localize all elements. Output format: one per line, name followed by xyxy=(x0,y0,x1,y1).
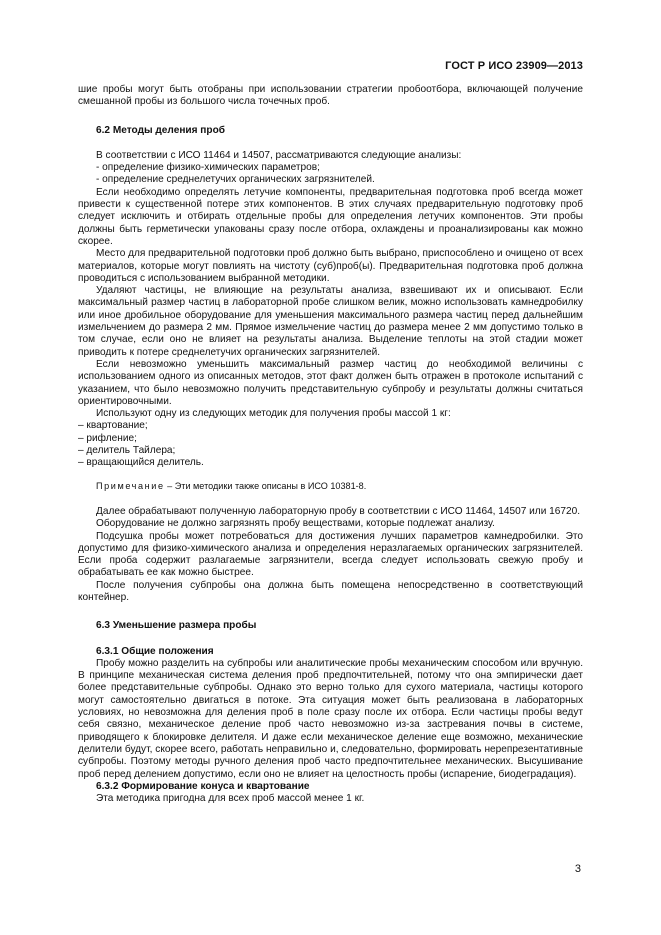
page-number: 3 xyxy=(574,863,581,875)
paragraph: Эта методика пригодна для всех проб массой менее 1 кг. xyxy=(96,793,365,805)
list-item: – вращающийся делитель. xyxy=(78,457,204,469)
paragraph: Удаляют частицы, не влияющие на результаты анализа, взвешивают их и описывают. Если максимальный размер частиц в лабораторной пробе слишком велик, можно использовать камнедробилку или иное дробильное оборудование для уменьшения максимального размера частиц перед дальнейшим измельчением до размера 2 мм. Прямое измельчение частиц до размера менее 2 мм допустимо только в том случае, если оно не влияет на результаты анализа. Выделение теплоты на этой стадии может приводить к потере среднелетучих органических загрязнителей. xyxy=(78,285,583,358)
paragraph: Используют одну из следующих методик для получения пробы массой 1 кг: xyxy=(96,408,451,420)
subsection-heading-6-3-1: 6.3.1 Общие положения xyxy=(96,645,214,657)
list-item: - определение среднелетучих органических загрязнителей. xyxy=(96,174,375,186)
paragraph: Оборудование не должно загрязнять пробу веществами, которые подлежат анализу. xyxy=(96,518,495,530)
paragraph: шие пробы могут быть отобраны при использовании стратегии пробоотбора, включающей получение смешанной пробы из большого числа точечных проб. xyxy=(78,84,583,108)
list-item: - определение физико-химических параметров; xyxy=(96,162,320,174)
paragraph: В соответствии с ИСО 11464 и 14507, рассматриваются следующие анализы: xyxy=(96,149,462,161)
document-id-header: ГОСТ Р ИСО 23909—2013 xyxy=(445,60,583,72)
paragraph: Пробу можно разделить на субпробы или аналитические пробы механическим способом или вручную. В принципе механическая система деления проб предпочтительней, потому что она эмпирически дает более представительные субпробы. Однако это верно только для сухого материала, частицы которого могут самостоятельно двигаться в потоке. Эта ситуация может быть реализована в лабораторных условиях, но невозможна для деления проб в поле сразу после их отбора. Если частицы пробы ведут себя связно, механическое деление проб часто невозможно из-за застревания почвы в системе, приводящего к блокировке делителя. И даже если механическое деление еще возможно, механические делители будут, скорее всего, работать неправильно и, следовательно, формировать нерепрезентативные субпробы. Поэтому методы ручного деления проб часто предпочтительнее механических. Высушивание проб перед делением допустимо, если оно не влияет на целостность пробы (испарение, биодеградация). xyxy=(78,657,583,780)
paragraph: Место для предварительной подготовки проб должно быть выбрано, приспособлено и очищено от всех материалов, которые могут повлиять на чистоту (суб)проб(ы). Предварительная подготовка проб должна проводиться с использованием выбранной методики. xyxy=(78,248,584,284)
document-body xyxy=(78,84,583,805)
paragraph: Подсушка пробы может потребоваться для достижения лучших параметров камнедробилки. Это допустимо для физико-химического анализа и определения неразлагаемых органических загрязнителей. Если проба содержит разлагаемые загрязнители, всегда следует использовать свежую пробу и обрабатывать ее как можно быстрее. xyxy=(78,530,583,579)
subsection-heading-6-3-2: 6.3.2 Формирование конуса и квартование xyxy=(96,780,310,792)
note-label: Примечание xyxy=(96,480,165,491)
list-item: – рифление; xyxy=(78,432,137,444)
list-item: – квартование; xyxy=(78,420,148,432)
paragraph: Далее обрабатывают полученную лабораторную пробу в соответствии с ИСО 11464, 14507 или 16720. xyxy=(96,505,581,517)
paragraph: После получения субпробы она должна быть помещена непосредственно в соответствующий контейнер. xyxy=(78,579,583,603)
section-heading-6-2: 6.2 Методы деления проб xyxy=(96,124,225,136)
list-item: – делитель Тайлера; xyxy=(78,445,176,457)
paragraph: Если необходимо определять летучие компоненты, предварительная подготовка проб всегда может привести к существенной потере этих компонентов. В этих случаях предварительную подготовку проб следует исключить и отбирать отдельные пробы для определения летучих компонентов. Эти пробы должны быть герметически упакованы сразу после отбора, охлаждены и проанализированы как можно скорее. xyxy=(78,186,583,247)
note-text: – Эти методики также описаны в ИСО 10381-8. xyxy=(164,480,367,491)
section-heading-6-3: 6.3 Уменьшение размера пробы xyxy=(96,620,257,632)
paragraph: Если невозможно уменьшить максимальный размер частиц до необходимой величины с использованием одного из описанных методов, этот факт должен быть отражен в протоколе испытаний с указанием, что было невозможно получить представительную субпробу и результаты должны считаться ориентировочными. xyxy=(78,358,583,407)
note xyxy=(78,480,583,492)
